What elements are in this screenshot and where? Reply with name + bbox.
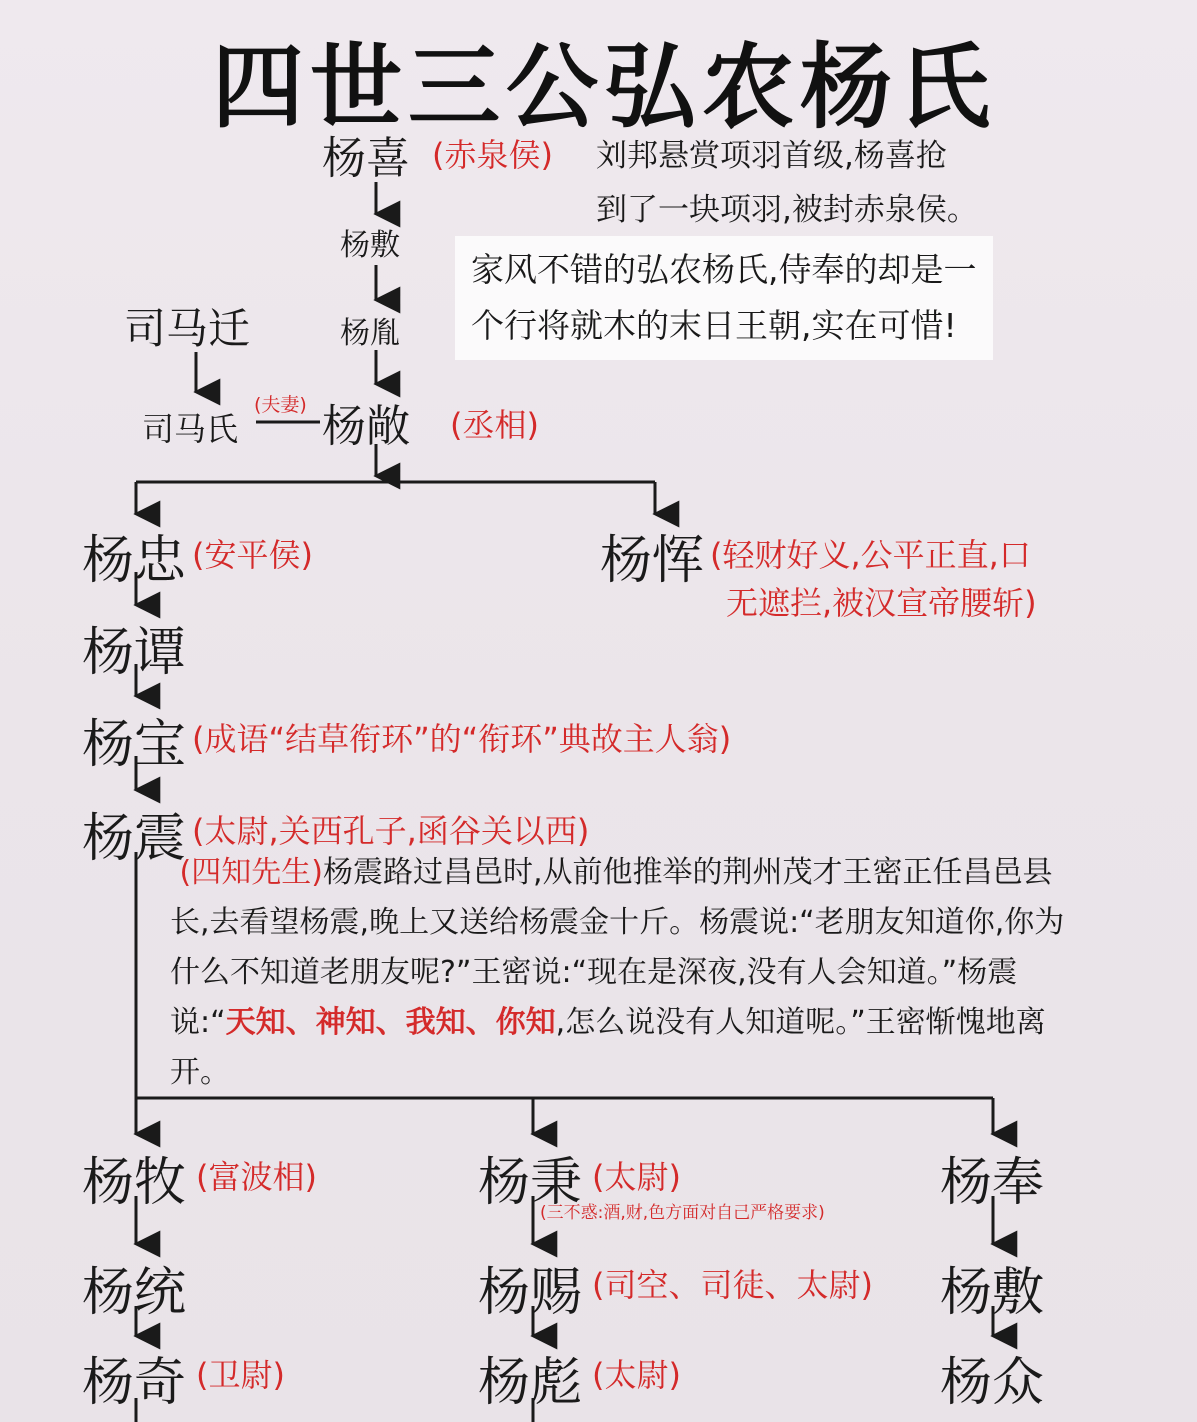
desc-yang-xi-line1: 刘邦悬赏项羽首级,杨喜抢: [596, 138, 947, 174]
note-yang-qi: (卫尉): [196, 1356, 285, 1394]
comment-line1: 家风不错的弘农杨氏,侍奉的却是一: [471, 250, 977, 289]
person-yang-zhong: 杨忠: [82, 531, 187, 591]
person-yang-bao: 杨宝: [82, 715, 187, 775]
couple-label: (夫妻): [254, 394, 307, 416]
person-yang-chang: 杨敞: [322, 401, 410, 452]
note-yang-yun-line2: 无遮拦,被汉宣帝腰斩): [726, 584, 1037, 622]
note-yang-zhong: (安平侯): [192, 536, 313, 574]
comment-box: [455, 236, 993, 360]
person-yang-bing: 杨秉: [478, 1153, 583, 1213]
subnote-yang-bing: (三不惑:酒,财,色方面对自己严格要求): [540, 1203, 825, 1223]
note-yang-yun-line1: (轻财好义,公平正直,口: [710, 536, 1031, 574]
story-part2: ,怎么说没有人知道呢。”王密惭愧地离开。: [170, 1005, 1046, 1090]
note-yang-bing: (太尉): [592, 1158, 681, 1196]
note-yang-chang: (丞相): [450, 406, 539, 444]
person-yang-hu: 杨胤: [340, 316, 400, 351]
note-yang-xi: (赤泉侯): [432, 136, 553, 174]
note-yang-zhen: (太尉,关西孔子,函谷关以西): [192, 812, 590, 850]
person-yang-fu-2: 杨敷: [940, 1263, 1045, 1323]
desc-yang-xi-line2: 到了一块项羽,被封赤泉侯。: [596, 192, 978, 228]
person-yang-zhong-2: 杨众: [940, 1353, 1045, 1413]
person-yang-feng: 杨奉: [940, 1153, 1045, 1213]
page-title: 四世三公弘农杨氏: [212, 34, 997, 141]
note-yang-bao: (成语“结草衔环”的“衔环”典故主人翁): [192, 720, 732, 758]
person-sima-shi: 司马氏: [142, 410, 239, 448]
person-yang-fu: 杨敷: [340, 228, 400, 263]
story-highlight: 天知、神知、我知、你知: [225, 1005, 556, 1040]
person-yang-xi: 杨喜: [322, 133, 410, 184]
note-yang-ci: (司空、司徒、太尉): [592, 1266, 873, 1304]
note-yang-mu: (富波相): [196, 1158, 317, 1196]
comment-line2: 个行将就木的末日王朝,实在可惜!: [471, 306, 957, 345]
note-yang-biao: (太尉): [592, 1356, 681, 1394]
person-yang-biao: 杨彪: [478, 1353, 583, 1413]
story-yang-zhen: [170, 848, 1065, 1098]
story-prefix: (四知先生): [179, 855, 323, 890]
person-yang-qi: 杨奇: [82, 1353, 187, 1413]
person-yang-mu: 杨牧: [82, 1153, 187, 1213]
person-yang-ci: 杨赐: [478, 1263, 583, 1323]
person-yang-tan: 杨谭: [82, 623, 187, 683]
person-sima-qian: 司马迁: [124, 304, 251, 353]
story-part1: 杨震路过昌邑时,从前他推举的荆州茂才王密正任昌邑县长,去看望杨震,晚上又送给杨震金十斤。杨震说:“老朋友知道你,你为什么不知道老朋友呢?”王密说:“现在是深夜,没有人会知道。”杨震说:“: [170, 855, 1065, 1040]
person-yang-zhen: 杨震: [82, 809, 187, 869]
person-yang-tong: 杨统: [82, 1263, 187, 1323]
person-yang-yun: 杨恽: [600, 531, 705, 591]
